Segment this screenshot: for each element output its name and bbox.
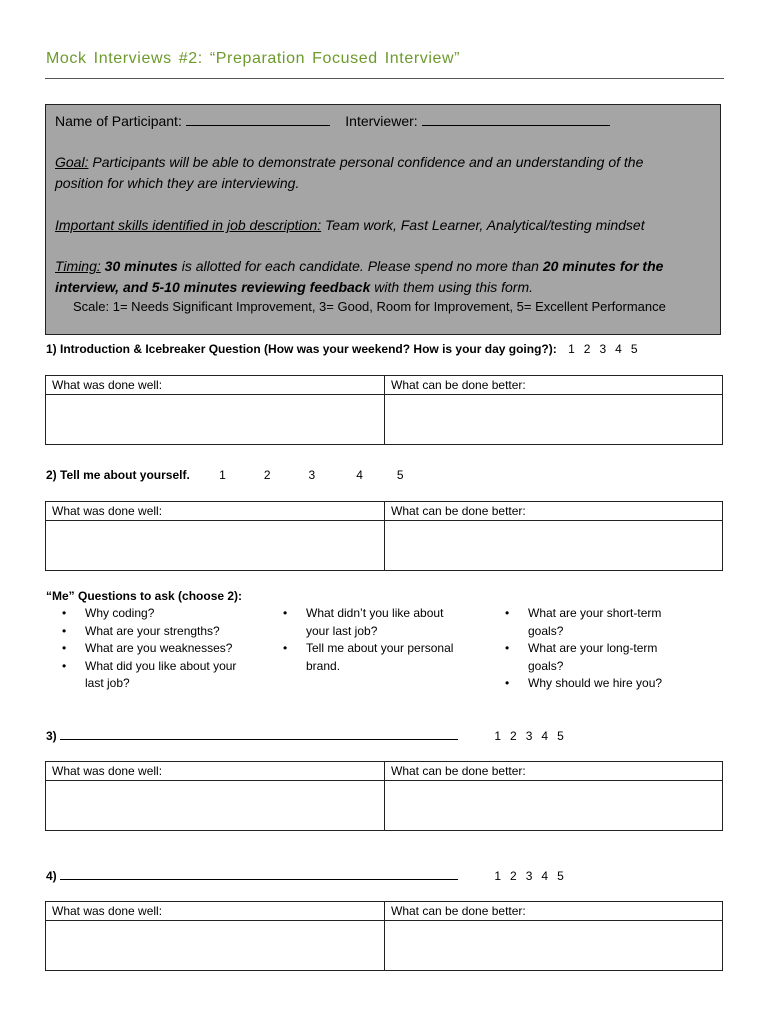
rating-1[interactable]: 1 bbox=[494, 869, 502, 883]
list-item-continued-text: last job? bbox=[85, 676, 130, 690]
list-item-continued bbox=[62, 675, 236, 693]
rating-scale-3 bbox=[494, 729, 563, 743]
rating-4[interactable]: 4 bbox=[356, 468, 363, 482]
timing-text-1: is allotted for each candidate. Please spend no more than bbox=[181, 258, 539, 274]
rating-2[interactable]: 2 bbox=[510, 729, 517, 743]
feedback-table-2 bbox=[45, 501, 723, 571]
timing-line-2 bbox=[55, 277, 533, 298]
feedback-table-4 bbox=[45, 901, 723, 971]
column-divider bbox=[384, 762, 385, 830]
timing-line-1 bbox=[55, 256, 663, 277]
question-4-blank-field[interactable] bbox=[60, 868, 458, 880]
rating-3[interactable]: 3 bbox=[525, 729, 533, 743]
timing-bold-3: interview, and 5-10 minutes reviewing feedback bbox=[55, 279, 371, 295]
interviewer-label: Interviewer: bbox=[345, 113, 418, 129]
rating-4[interactable]: 4 bbox=[615, 342, 622, 356]
rating-2[interactable]: 2 bbox=[583, 342, 591, 356]
list-item: • What are your long-term bbox=[505, 640, 662, 658]
question-2 bbox=[46, 468, 404, 482]
list-item: • Why coding? bbox=[62, 605, 236, 623]
skills-line bbox=[55, 215, 645, 236]
page-title: Mock Interviews #2: “Preparation Focused Interview” bbox=[46, 50, 461, 67]
question-3-text: 3) bbox=[46, 729, 57, 743]
interviewer-name-field[interactable] bbox=[422, 114, 610, 126]
me-questions-heading: “Me” Questions to ask (choose 2): bbox=[46, 589, 243, 603]
timing-label: Timing: bbox=[55, 258, 101, 274]
rating-scale-4 bbox=[494, 869, 563, 883]
feedback-table-1 bbox=[45, 375, 723, 445]
list-item-continued-text: your last job? bbox=[306, 623, 378, 638]
timing-bold-2: 20 minutes for the bbox=[542, 258, 664, 274]
list-item: • What are your short-term bbox=[505, 605, 662, 623]
rating-5[interactable]: 5 bbox=[557, 869, 564, 883]
participant-name-field[interactable] bbox=[186, 114, 330, 126]
column-divider bbox=[384, 902, 385, 970]
question-1 bbox=[46, 342, 638, 356]
column-divider bbox=[384, 376, 385, 444]
rating-5[interactable]: 5 bbox=[396, 468, 404, 482]
rating-3[interactable]: 3 bbox=[599, 342, 607, 356]
rating-4[interactable]: 4 bbox=[541, 869, 549, 883]
list-item: • Why should we hire you? bbox=[505, 675, 662, 693]
rating-5[interactable]: 5 bbox=[630, 342, 638, 356]
me-questions-col-2 bbox=[283, 605, 453, 675]
question-3 bbox=[46, 728, 564, 743]
instructions-box bbox=[45, 104, 721, 335]
goal-label: Goal: bbox=[55, 154, 89, 170]
skills-label: Important skills identified in job description: bbox=[55, 217, 322, 233]
rating-2[interactable]: 2 bbox=[510, 869, 517, 883]
rating-5[interactable]: 5 bbox=[557, 729, 564, 743]
goal-line-2: position for which they are interviewing. bbox=[55, 175, 300, 191]
list-item-continued bbox=[505, 658, 662, 676]
rating-4[interactable]: 4 bbox=[541, 729, 549, 743]
done-well-label: What was done well: bbox=[52, 904, 163, 918]
done-better-label: What can be done better: bbox=[391, 378, 526, 392]
timing-text-2: with them using this form. bbox=[374, 279, 533, 295]
rating-1[interactable]: 1 bbox=[494, 729, 502, 743]
question-2-text: 2) Tell me about yourself. bbox=[46, 468, 190, 482]
list-item: • What did you like about your bbox=[62, 658, 236, 676]
list-item: • What are you weaknesses? bbox=[62, 640, 236, 658]
done-better-label: What can be done better: bbox=[391, 904, 526, 918]
title-underline bbox=[45, 78, 724, 79]
list-item-continued bbox=[505, 623, 662, 641]
list-item: • Tell me about your personal bbox=[283, 640, 453, 658]
rating-1[interactable]: 1 bbox=[219, 468, 226, 482]
list-item-continued bbox=[283, 658, 453, 676]
question-4 bbox=[46, 868, 564, 883]
rating-scale-2 bbox=[219, 468, 403, 482]
feedback-table-3 bbox=[45, 761, 723, 831]
participant-line bbox=[55, 111, 610, 132]
list-item-continued bbox=[283, 623, 453, 641]
question-1-text: 1) Introduction & Icebreaker Question (How was your weekend? How is your day going?): bbox=[46, 342, 557, 356]
skills-text: Team work, Fast Learner, Analytical/testing mindset bbox=[325, 217, 645, 233]
done-well-label: What was done well: bbox=[52, 504, 163, 518]
me-questions-col-1 bbox=[62, 605, 236, 693]
column-divider bbox=[384, 502, 385, 570]
list-item-continued-text: goals? bbox=[528, 623, 564, 638]
me-questions-col-3 bbox=[505, 605, 662, 693]
list-item-continued-text: goals? bbox=[528, 658, 564, 673]
list-item: • What didn’t you like about bbox=[283, 605, 453, 623]
goal-line-1 bbox=[55, 152, 643, 173]
list-item: • What are your strengths? bbox=[62, 623, 236, 641]
done-well-label: What was done well: bbox=[52, 764, 163, 778]
rating-2[interactable]: 2 bbox=[263, 468, 271, 482]
question-4-text: 4) bbox=[46, 869, 57, 883]
rating-scale-1 bbox=[568, 342, 637, 356]
done-better-label: What can be done better: bbox=[391, 764, 526, 778]
done-better-label: What can be done better: bbox=[391, 504, 526, 518]
list-item-continued-text: brand. bbox=[306, 658, 341, 673]
rating-3[interactable]: 3 bbox=[308, 468, 316, 482]
scale-line: Scale: 1= Needs Significant Improvement, 3= Good, Room for Improvement, 5= Excellent Performance bbox=[73, 299, 666, 314]
rating-3[interactable]: 3 bbox=[525, 869, 533, 883]
done-well-label: What was done well: bbox=[52, 378, 163, 392]
question-3-blank-field[interactable] bbox=[60, 728, 458, 740]
goal-text-1: Participants will be able to demonstrate personal confidence and an understanding of the bbox=[92, 154, 644, 170]
timing-bold-1: 30 minutes bbox=[104, 258, 178, 274]
rating-1[interactable]: 1 bbox=[568, 342, 575, 356]
participant-label: Name of Participant: bbox=[55, 113, 182, 129]
